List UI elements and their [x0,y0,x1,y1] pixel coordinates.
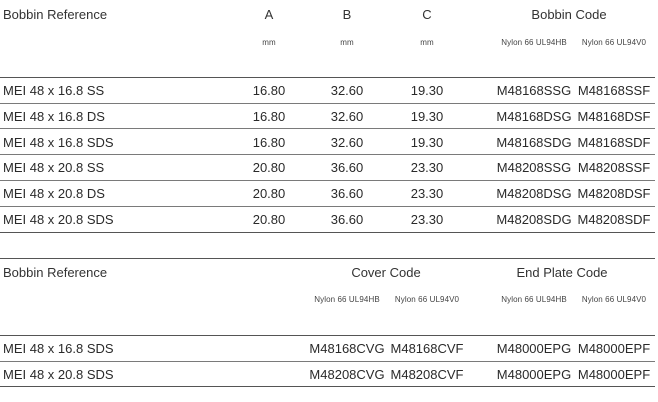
row-cover-hb: M48208CVG [309,367,385,382]
row-reference: MEI 48 x 16.8 SDS [3,135,114,150]
header-bobbin-reference: Bobbin Reference [3,7,108,22]
header-end-plate-code: End Plate Code [516,265,608,280]
row-end-hb: M48000EPG [496,341,572,356]
row-a: 16.80 [252,83,286,98]
table-top-border [0,258,655,259]
row-code-v0: M48208DSF [577,186,651,201]
row-code-hb: M48208SDG [496,212,572,227]
row-reference: MEI 48 x 20.8 SDS [3,367,114,382]
row-divider [0,128,655,129]
row-b: 36.60 [330,186,364,201]
divider [0,77,655,78]
row-divider [0,180,655,181]
unit-cover-hb: Nylon 66 UL94HB [314,295,380,304]
row-code-hb: M48208DSG [496,186,572,201]
row-divider [0,361,655,362]
row-reference: MEI 48 x 16.8 DS [3,109,105,124]
row-b: 32.60 [330,83,364,98]
row-cover-hb: M48168CVG [309,341,385,356]
row-a: 16.80 [252,135,286,150]
row-reference: MEI 48 x 16.8 SS [3,83,105,98]
row-reference: MEI 48 x 20.8 SDS [3,212,114,227]
header-bobbin-code: Bobbin Code [531,7,607,22]
row-a: 16.80 [252,109,286,124]
row-code-v0: M48168SSF [577,83,651,98]
row-divider [0,103,655,104]
row-code-hb: M48168SSG [496,83,572,98]
row-cover-v0: M48168CVF [390,341,464,356]
row-reference: MEI 48 x 16.8 SDS [3,341,114,356]
row-c: 19.30 [410,109,444,124]
row-c: 19.30 [410,83,444,98]
row-reference: MEI 48 x 20.8 DS [3,186,105,201]
row-a: 20.80 [252,186,286,201]
unit-b: mm [340,38,354,47]
row-c: 19.30 [410,135,444,150]
row-c: 23.30 [410,212,444,227]
row-code-hb: M48168DSG [496,109,572,124]
row-code-v0: M48208SDF [577,212,651,227]
row-divider [0,206,655,207]
row-c: 23.30 [410,186,444,201]
row-c: 23.30 [410,160,444,175]
header-b: B [342,7,352,22]
unit-code-hb: Nylon 66 UL94HB [501,38,567,47]
row-a: 20.80 [252,212,286,227]
row-a: 20.80 [252,160,286,175]
row-b: 36.60 [330,160,364,175]
row-code-v0: M48168DSF [577,109,651,124]
header-bobbin-reference: Bobbin Reference [3,265,108,280]
table-bottom-border [0,232,655,233]
row-cover-v0: M48208CVF [390,367,464,382]
row-b: 36.60 [330,212,364,227]
header-c: C [422,7,432,22]
row-code-v0: M48168SDF [577,135,651,150]
row-b: 32.60 [330,109,364,124]
header-cover-code: Cover Code [351,265,421,280]
unit-end-hb: Nylon 66 UL94HB [501,295,567,304]
row-reference: MEI 48 x 20.8 SS [3,160,105,175]
row-code-hb: M48208SSG [496,160,572,175]
row-code-v0: M48208SSF [577,160,651,175]
row-code-hb: M48168SDG [496,135,572,150]
unit-code-v0: Nylon 66 UL94V0 [581,38,647,47]
row-end-v0: M48000EPF [577,367,651,382]
header-a: A [264,7,274,22]
unit-a: mm [262,38,276,47]
row-divider [0,154,655,155]
unit-cover-v0: Nylon 66 UL94V0 [394,295,460,304]
row-end-v0: M48000EPF [577,341,651,356]
unit-c: mm [420,38,434,47]
table-bottom-border [0,386,655,387]
row-b: 32.60 [330,135,364,150]
unit-end-v0: Nylon 66 UL94V0 [581,295,647,304]
row-end-hb: M48000EPG [496,367,572,382]
divider [0,335,655,336]
